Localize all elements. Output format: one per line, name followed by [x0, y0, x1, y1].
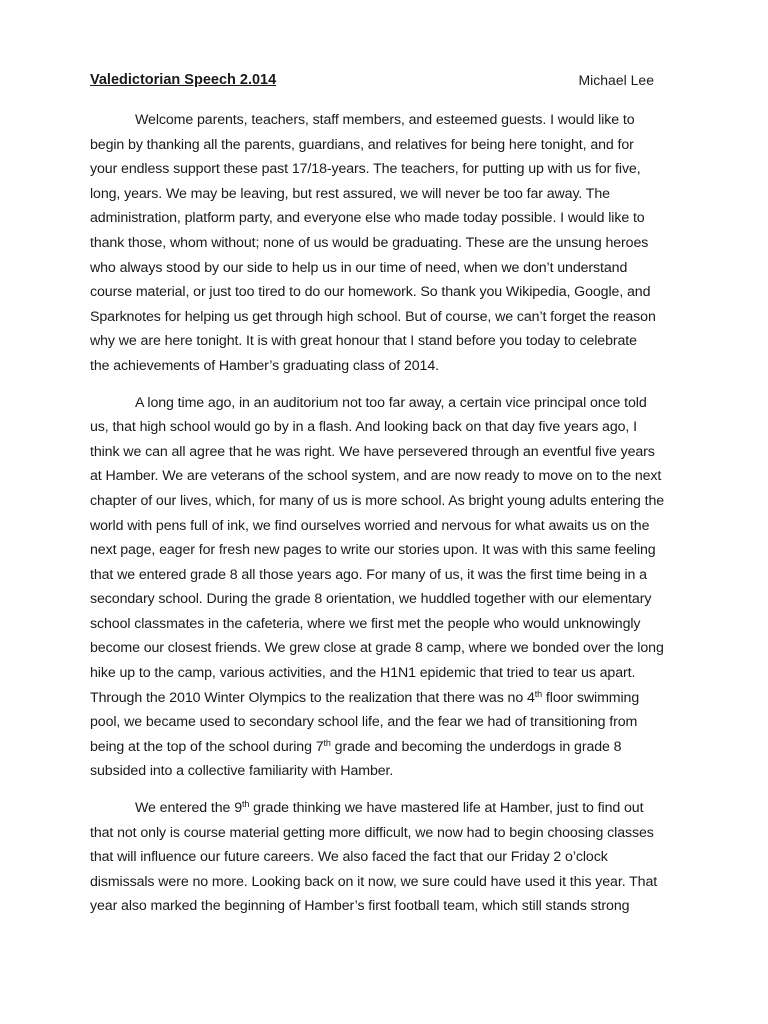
- paragraph-1: [90, 108, 678, 379]
- paragraph-3: [90, 796, 678, 919]
- text-line: think we can all agree that he was right. We have persevered through an eventful five years: [90, 443, 655, 460]
- text-line: that we entered grade 8 all those years ago. For many of us, it was the first time being in a: [90, 566, 647, 583]
- text-line: the achievements of Hamber’s graduating class of 2014.: [90, 357, 439, 374]
- text-line: secondary school. During the grade 8 orientation, we huddled together with our elementary: [90, 591, 652, 608]
- text-line: next page, eager for fresh new pages to write our stories upon. It was with this same feeling: [90, 542, 656, 559]
- text-line: that will influence our future careers. We also faced the fact that our Friday 2 o’clock: [90, 849, 608, 866]
- text-line: long, years. We may be leaving, but rest assured, we will never be too far away. The: [90, 185, 610, 202]
- document-header: [90, 72, 670, 94]
- text-line: hike up to the camp, various activities, and the H1N1 epidemic that tried to tear us apart.: [90, 665, 636, 682]
- text-line: at Hamber. We are veterans of the school system, and are now ready to move on to the next: [90, 468, 662, 485]
- text-line: who always stood by our side to help us in our time of need, when we don’t understand: [90, 259, 628, 276]
- text-line: subsided into a collective familiarity with Hamber.: [90, 763, 394, 780]
- document-title: Valedictorian Speech 2.014: [90, 72, 277, 88]
- author-name: Michael Lee: [578, 72, 654, 88]
- paragraph-2: [90, 391, 678, 785]
- text-line: chapter of our lives, which, for many of us is more school. As bright young adults entering the: [90, 492, 665, 509]
- text-line: your endless support these past 17/18-years. The teachers, for putting up with us for five,: [90, 161, 641, 178]
- text-line: year also marked the beginning of Hamber’s first football team, which still stands strong: [90, 898, 630, 915]
- text-line: Sparknotes for helping us get through high school. But of course, we can’t forget the reason: [90, 308, 656, 325]
- text-line: us, that high school would go by in a flash. And looking back on that day five years ago, I: [90, 419, 637, 436]
- text-line: administration, platform party, and everyone else who made today possible. I would like to: [90, 210, 645, 227]
- text-line: pool, we became used to secondary school life, and the fear we had of transitioning from: [90, 714, 638, 731]
- text-line: begin by thanking all the parents, guardians, and relatives for being here tonight, and for: [90, 136, 634, 153]
- text-line: Through the 2010 Winter Olympics to the realization that there was no 4th floor swimming: [90, 688, 640, 706]
- text-line: why we are here tonight. It is with great honour that I stand before you today to celebrate: [90, 333, 637, 350]
- text-line: that not only is course material getting more difficult, we now had to begin choosing classes: [90, 824, 654, 841]
- text-line: Welcome parents, teachers, staff members, and esteemed guests. I would like to: [135, 112, 635, 128]
- text-line: school classmates in the cafeteria, where we first met the people who would unknowingly: [90, 615, 641, 632]
- speech-body: [90, 108, 678, 931]
- text-line: world with pens full of ink, we find ourselves worried and nervous for what awaits us on the: [90, 517, 650, 534]
- text-line: A long time ago, in an auditorium not too far away, a certain vice principal once told: [135, 394, 647, 411]
- text-line: being at the top of the school during 7th grade and becoming the underdogs in grade 8: [90, 737, 622, 755]
- text-line: thank those, whom without; none of us would be graduating. These are the unsung heroes: [90, 234, 649, 251]
- text-line: dismissals were no more. Looking back on it now, we sure could have used it this year. That: [90, 873, 658, 890]
- text-line: We entered the 9th grade thinking we have mastered life at Hamber, just to find out: [135, 799, 644, 817]
- text-line: course material, or just too tired to do our homework. So thank you Wikipedia, Google, and: [90, 284, 651, 301]
- text-line: become our closest friends. We grew close at grade 8 camp, where we bonded over the long: [90, 640, 664, 657]
